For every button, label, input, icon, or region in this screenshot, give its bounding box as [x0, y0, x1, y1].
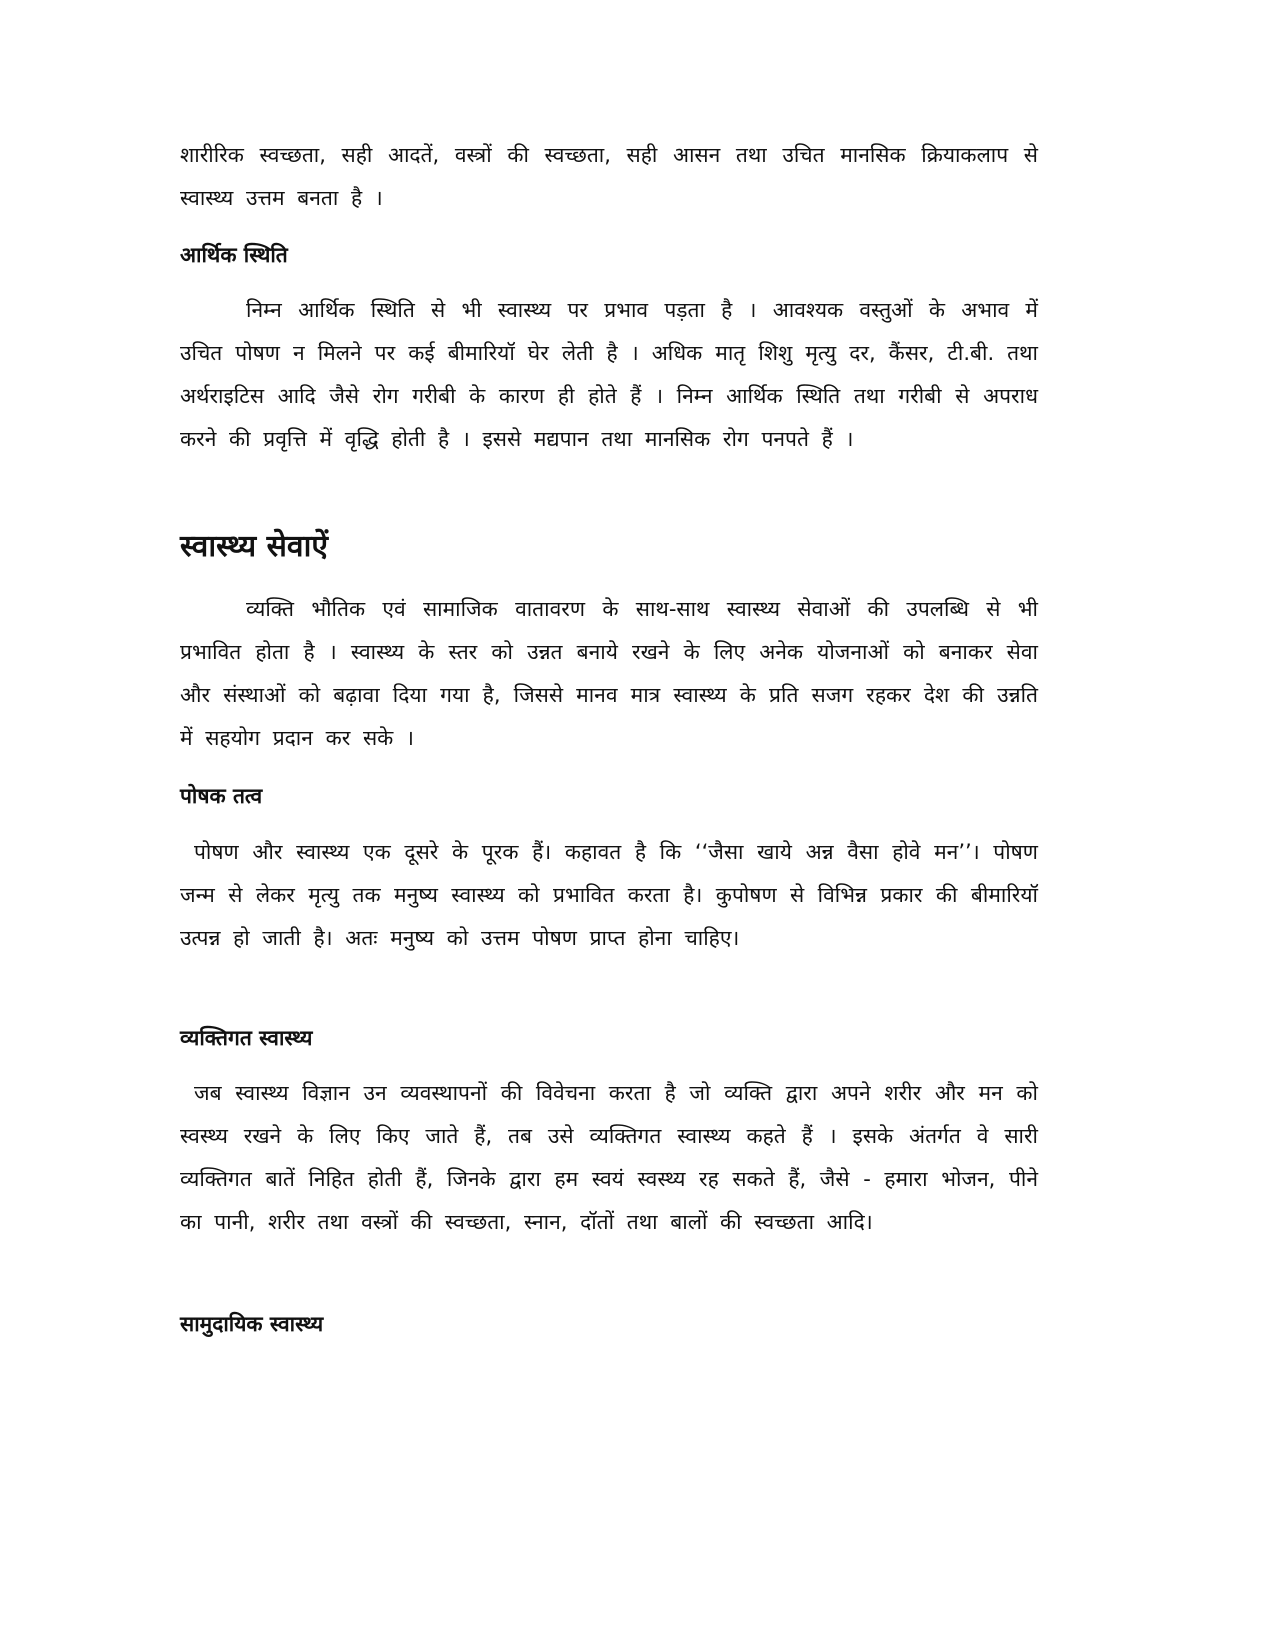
paragraph-health-services: व्यक्ति भौतिक एवं सामाजिक वातावरण के साथ-साथ स्वास्थ्य सेवाओं की उपलब्धि से भी प्रभावित होता है । स्वास्थ्य के स्तर को उन्नत बनाये रखने के लिए अनेक योजनाओं को बनाकर सेवा और संस्थाओं को बढ़ावा दिया गया है, जिससे मानव मात्र स्वास्थ्य के प्रति सजग रहकर देश की उन्नति में सहयोग प्रदान कर सके ।: [180, 597, 1038, 750]
heading-economic-status: आर्थिक स्थिति: [180, 243, 288, 267]
heading-personal-health: व्यक्तिगत स्वास्थ्य: [180, 1026, 313, 1050]
paragraph-nutrients: पोषण और स्वास्थ्य एक दूसरे के पूरक हैं। कहावत है कि ‘‘जैसा खाये अन्न वैसा होवे मन’’। पोषण जन्म से लेकर मृत्यु तक मनुष्य स्वास्थ्य को प्रभावित करता है। कुपोषण से विभिन्न प्रकार की बीमारियॉ उत्पन्न हो जाती है। अतः मनुष्य को उत्तम पोषण प्राप्त होना चाहिए।: [180, 840, 1038, 950]
heading-community-health: सामुदायिक स्वास्थ्य: [180, 1312, 324, 1336]
heading-nutrients: पोषक तत्व: [180, 784, 263, 808]
heading-health-services: स्वास्थ्य सेवाऐं: [180, 529, 328, 564]
paragraph-hygiene: शारीरिक स्वच्छता, सही आदतें, वस्त्रों की स्वच्छता, सही आसन तथा उचित मानसिक क्रियाकलाप से स्वास्थ्य उत्तम बनता है ।: [180, 143, 1038, 210]
paragraph-personal-health: जब स्वास्थ्य विज्ञान उन व्यवस्थापनों की विवेचना करता है जो व्यक्ति द्वारा अपने शरीर और मन को स्वस्थ्य रखने के लिए किए जाते हैं, तब उसे व्यक्तिगत स्वास्थ्य कहते हैं । इसके अंतर्गत वे सारी व्यक्तिगत बातें निहित होती हैं, जिनके द्वारा हम स्वयं स्वस्थ्य रह सकते हैं, जैसे - हमारा भोजन, पीने का पानी, शरीर तथा वस्त्रों की स्वच्छता, स्नान, दॉतों तथा बालों की स्वच्छता आदि।: [180, 1081, 1038, 1234]
paragraph-economic-status: निम्न आर्थिक स्थिति से भी स्वास्थ्य पर प्रभाव पड़ता है । आवश्यक वस्तुओं के अभाव में उचित पोषण न मिलने पर कई बीमारियॉ घेर लेती है । अधिक मातृ शिशु मृत्यु दर, कैंसर, टी.बी. तथा अर्थराइटिस आदि जैसे रोग गरीबी के कारण ही होते हैं । निम्न आर्थिक स्थिति तथा गरीबी से अपराध करने की प्रवृत्ति में वृद्धि होती है । इससे मद्यपान तथा मानसिक रोग पनपते हैं ।: [180, 298, 1038, 451]
